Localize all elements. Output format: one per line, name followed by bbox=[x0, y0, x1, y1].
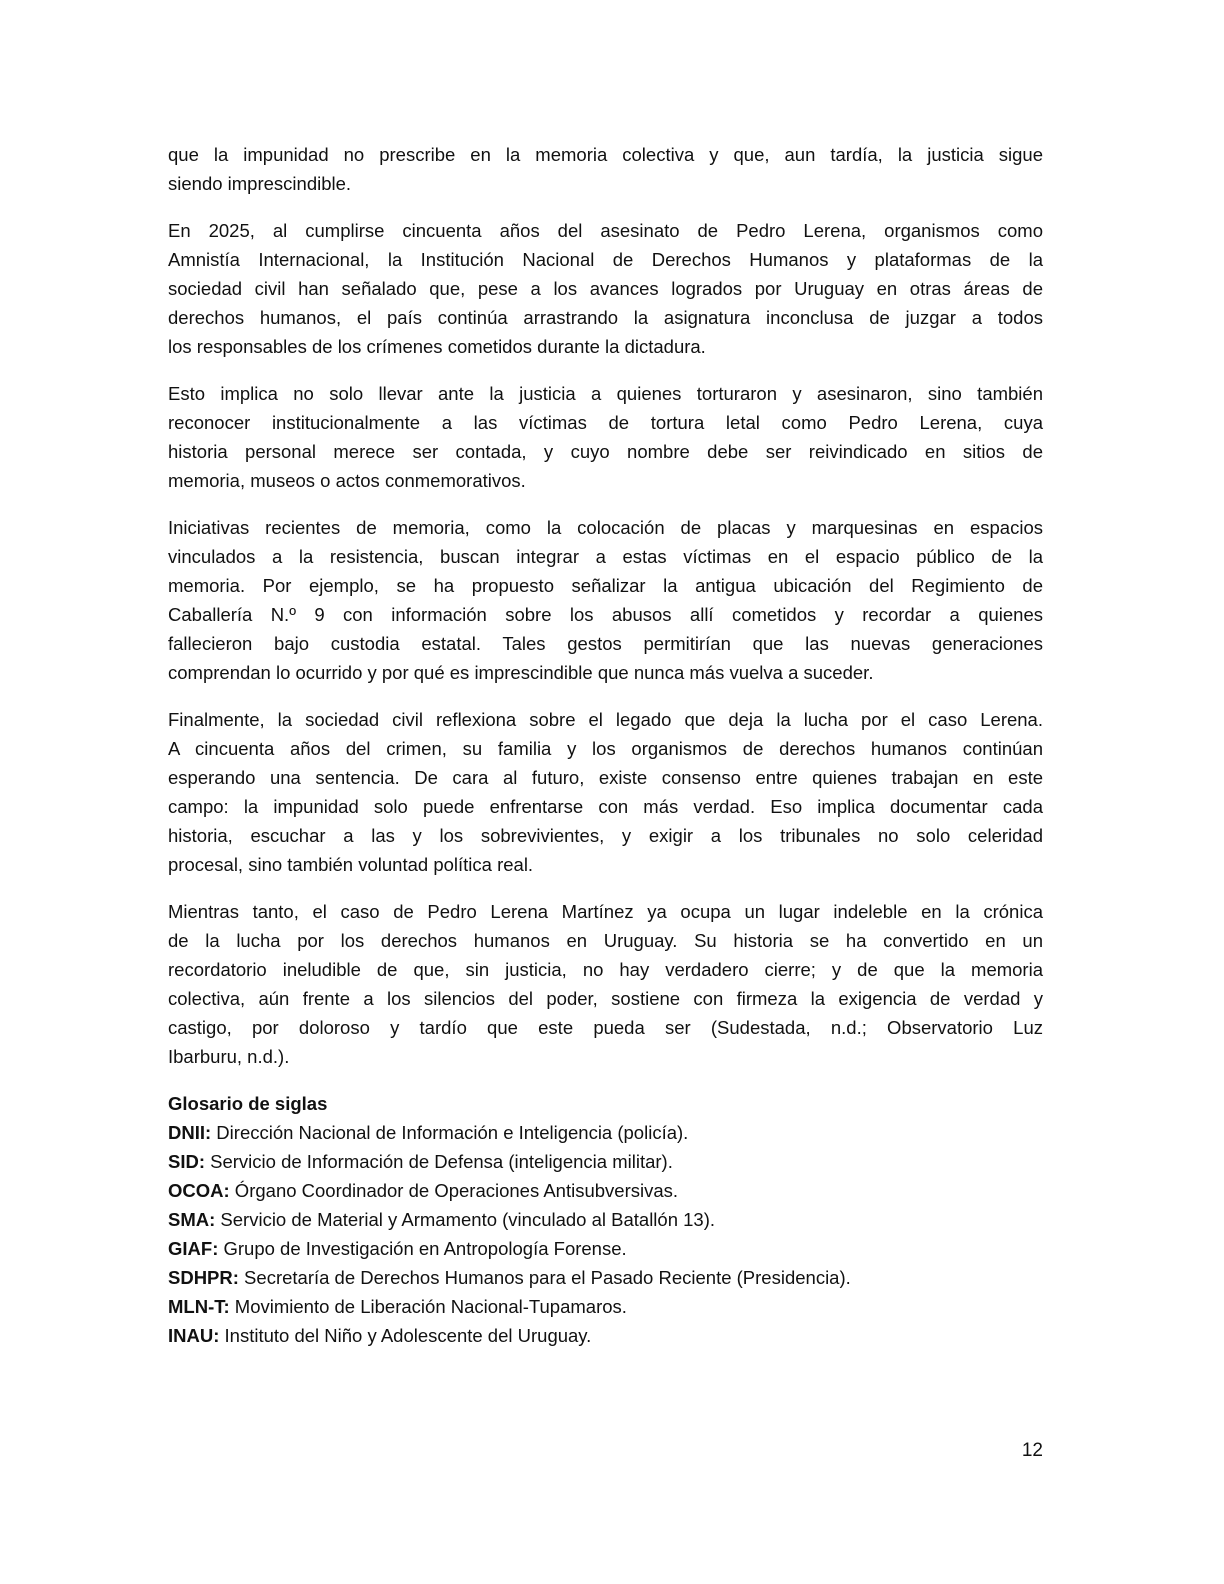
glossary-definition: Servicio de Material y Armamento (vinculado al Batallón 13). bbox=[215, 1209, 716, 1230]
page-body bbox=[168, 140, 1043, 1350]
glossary-item bbox=[168, 1176, 1043, 1205]
text-line: Amnistía Internacional, la Institución Nacional de Derechos Humanos y plataformas de la bbox=[168, 249, 1043, 270]
text-line: reconocer institucionalmente a las víctimas de tortura letal como Pedro Lerena, cuya bbox=[168, 412, 1043, 433]
text-line: En 2025, al cumplirse cincuenta años del asesinato de Pedro Lerena, organismos como bbox=[168, 220, 1043, 241]
text-line: historia, escuchar a las y los sobrevivientes, y exigir a los tribunales no solo celeridad bbox=[168, 825, 1043, 846]
text-line: memoria. Por ejemplo, se ha propuesto señalizar la antigua ubicación del Regimiento de bbox=[168, 575, 1043, 596]
glossary-definition: Órgano Coordinador de Operaciones Antisubversivas. bbox=[229, 1180, 679, 1201]
text-line: sociedad civil han señalado que, pese a los avances logrados por Uruguay en otras áreas de bbox=[168, 278, 1043, 299]
glossary-term: SDHPR: bbox=[168, 1267, 239, 1288]
text-line: Iniciativas recientes de memoria, como la colocación de placas y marquesinas en espacios bbox=[168, 517, 1043, 538]
page-number: 12 bbox=[1021, 1440, 1043, 1461]
text-line: recordatorio ineludible de que, sin justicia, no hay verdadero cierre; y de que la memoria bbox=[168, 959, 1043, 980]
text-line: Finalmente, la sociedad civil reflexiona sobre el legado que deja la lucha por el caso Lerena. bbox=[168, 709, 1043, 730]
glossary-term: SID: bbox=[168, 1151, 205, 1172]
text-line: castigo, por doloroso y tardío que este pueda ser (Sudestada, n.d.; Observatorio Luz bbox=[168, 1017, 1043, 1038]
glossary-item bbox=[168, 1292, 1043, 1321]
text-line: campo: la impunidad solo puede enfrentarse con más verdad. Eso implica documentar cada bbox=[168, 796, 1043, 817]
text-line: esperando una sentencia. De cara al futuro, existe consenso entre quienes trabajan en este bbox=[168, 767, 1043, 788]
glossary-list bbox=[168, 1118, 1043, 1350]
text-line: siendo imprescindible. bbox=[168, 173, 352, 194]
paragraph bbox=[168, 140, 1043, 198]
text-line: colectiva, aún frente a los silencios del poder, sostiene con firmeza la exigencia de verdad y bbox=[168, 988, 1043, 1009]
text-line: procesal, sino también voluntad política real. bbox=[168, 854, 534, 875]
text-line: fallecieron bajo custodia estatal. Tales gestos permitirían que las nuevas generaciones bbox=[168, 633, 1043, 654]
glossary-term: DNII: bbox=[168, 1122, 212, 1143]
glossary-definition: Movimiento de Liberación Nacional-Tupamaros. bbox=[229, 1296, 627, 1317]
glossary-term: GIAF: bbox=[168, 1238, 219, 1259]
text-line: comprendan lo ocurrido y por qué es imprescindible que nunca más vuelva a suceder. bbox=[168, 662, 874, 683]
glossary-definition: Dirección Nacional de Información e Inteligencia (policía). bbox=[211, 1122, 689, 1143]
text-line: que la impunidad no prescribe en la memoria colectiva y que, aun tardía, la justicia sigue bbox=[168, 144, 1043, 165]
text-line: los responsables de los crímenes cometidos durante la dictadura. bbox=[168, 336, 706, 357]
text-line: Caballería N.º 9 con información sobre los abusos allí cometidos y recordar a quienes bbox=[168, 604, 1043, 625]
paragraph bbox=[168, 897, 1043, 1071]
text-line: memoria, museos o actos conmemorativos. bbox=[168, 470, 526, 491]
glossary-item bbox=[168, 1234, 1043, 1263]
text-line: Mientras tanto, el caso de Pedro Lerena Martínez ya ocupa un lugar indeleble en la crónica bbox=[168, 901, 1043, 922]
glossary-item bbox=[168, 1263, 1043, 1292]
glossary-term: SMA: bbox=[168, 1209, 216, 1230]
glossary-title: Glosario de siglas bbox=[168, 1093, 328, 1114]
text-line: Ibarburu, n.d.). bbox=[168, 1046, 290, 1067]
paragraph bbox=[168, 379, 1043, 495]
glossary-item bbox=[168, 1147, 1043, 1176]
body-text bbox=[168, 140, 1043, 1071]
glossary-definition: Instituto del Niño y Adolescente del Uruguay. bbox=[219, 1325, 592, 1346]
glossary-term: INAU: bbox=[168, 1325, 220, 1346]
glossary-definition: Secretaría de Derechos Humanos para el Pasado Reciente (Presidencia). bbox=[238, 1267, 851, 1288]
paragraph bbox=[168, 513, 1043, 687]
text-line: Esto implica no solo llevar ante la justicia a quienes torturaron y asesinaron, sino también bbox=[168, 383, 1043, 404]
text-line: de la lucha por los derechos humanos en Uruguay. Su historia se ha convertido en un bbox=[168, 930, 1043, 951]
text-line: vinculados a la resistencia, buscan integrar a estas víctimas en el espacio público de la bbox=[168, 546, 1043, 567]
paragraph bbox=[168, 216, 1043, 361]
glossary-item bbox=[168, 1321, 1043, 1350]
paragraph bbox=[168, 705, 1043, 879]
text-line: historia personal merece ser contada, y cuyo nombre debe ser reivindicado en sitios de bbox=[168, 441, 1043, 462]
glossary-definition: Grupo de Investigación en Antropología Forense. bbox=[218, 1238, 627, 1259]
glossary-item bbox=[168, 1205, 1043, 1234]
text-line: derechos humanos, el país continúa arrastrando la asignatura inconclusa de juzgar a todos bbox=[168, 307, 1043, 328]
glossary-term: MLN-T: bbox=[168, 1296, 230, 1317]
glossary-item bbox=[168, 1118, 1043, 1147]
glossary-definition: Servicio de Información de Defensa (inteligencia militar). bbox=[205, 1151, 673, 1172]
text-line: A cincuenta años del crimen, su familia y los organismos de derechos humanos continúan bbox=[168, 738, 1043, 759]
glossary-term: OCOA: bbox=[168, 1180, 230, 1201]
